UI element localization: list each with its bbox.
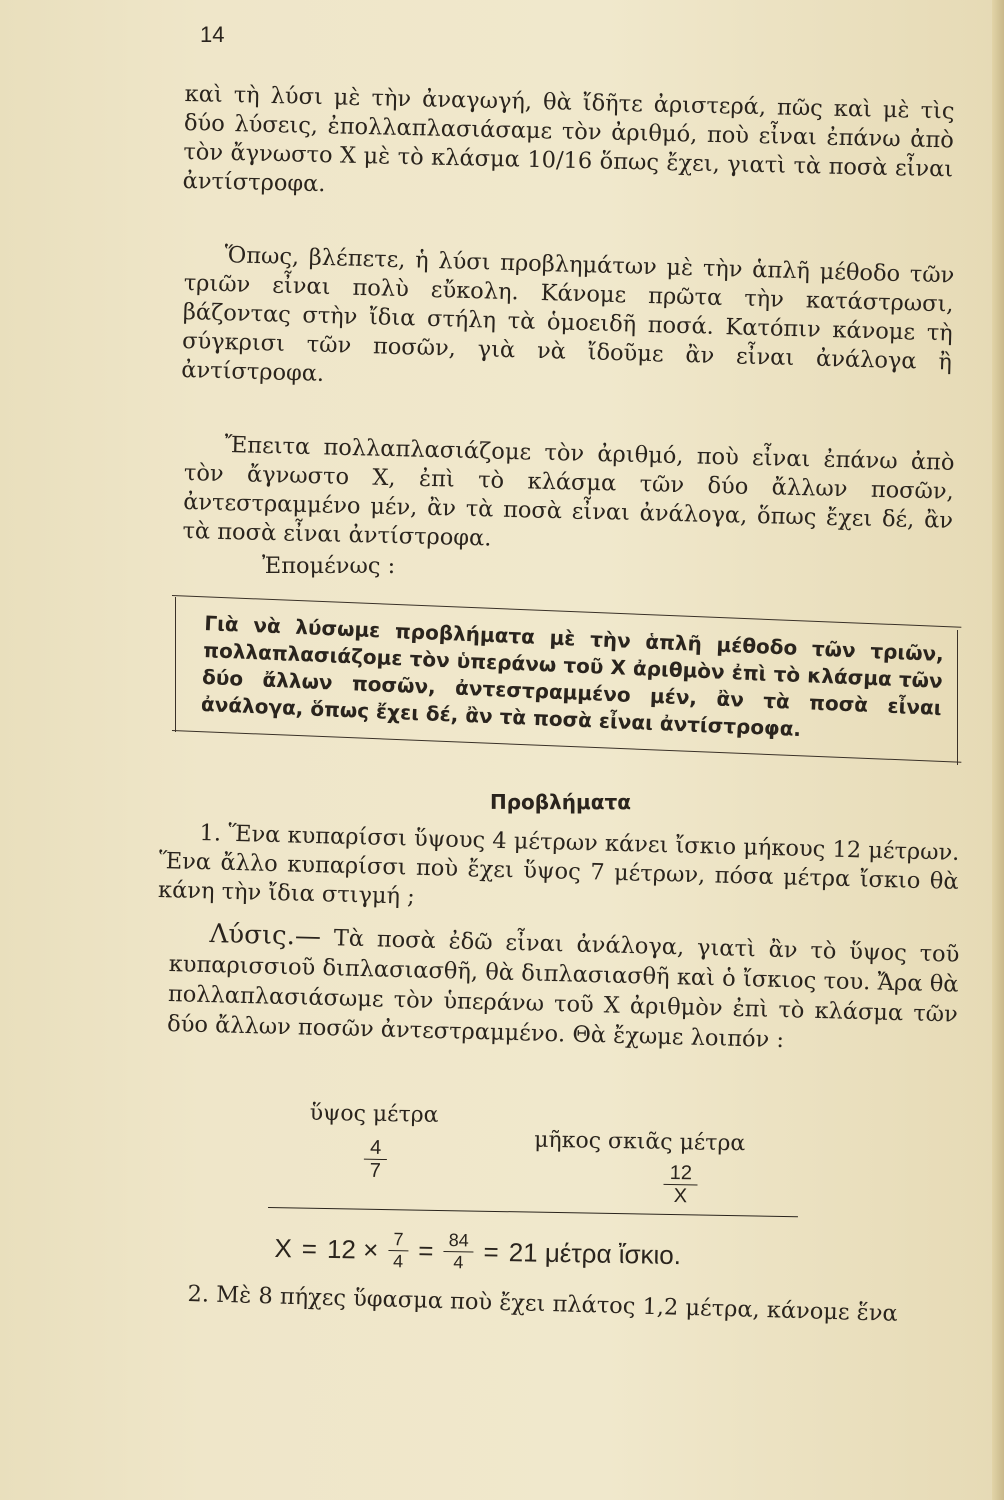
proportion-table bbox=[268, 1095, 800, 1224]
eq-f1-num: 7 bbox=[388, 1228, 408, 1250]
eq-sign-3: = bbox=[483, 1236, 499, 1267]
eq-sign-2: = bbox=[418, 1235, 434, 1266]
eq-fraction-2 bbox=[443, 1229, 474, 1273]
eq-f2-den: 4 bbox=[453, 1251, 464, 1272]
col2-fraction bbox=[663, 1162, 698, 1208]
solution-text: Τὰ ποσὰ ἐδῶ εἶναι ἀνάλογα, γιατὶ ἂν τὸ ὕψος τοῦ κυπαρισσιοῦ διπλασιασθῆ, θὰ διπλασιασθῆ καὶ ὁ ἴσκιος του. Ἄρα θὰ πολλαπλασιάσωμε τὸν ὑπεράνω τοῦ Χ ἀριθμὸν ἐπὶ τὸ κλάσμα τῶν δύο ἄλλων ποσῶν ἀντεστραμμένο. Θὰ ἔχωμε λοιπόν : bbox=[166, 924, 960, 1054]
col1-bottom: 7 bbox=[369, 1159, 382, 1182]
eq-term: 12 × bbox=[326, 1233, 379, 1265]
eq-lhs: X bbox=[274, 1232, 293, 1263]
col1-fraction bbox=[364, 1137, 388, 1182]
page-edge bbox=[992, 0, 1004, 1500]
rule-box-text: Γιὰ νὰ λύσωμε προβλήματα μὲ τὴν ἁπλῆ μέθοδο τῶν τριῶν, πολλαπλασιάζομε τὸν ὑπεράνω τοῦ Χ ἀριθμὸν ἐπὶ τὸ κλάσμα τῶν δύο ἄλλων ποσῶν, ἀντεστραμμένο μέν, ἂν τὰ ποσὰ εἶναι ἀνάλογα, ὅπως ἔχει δέ, ἂν τὰ ποσὰ εἶναι ἀντίστροφα. bbox=[200, 610, 945, 742]
col1-header: ὕψος μέτρα bbox=[309, 1100, 439, 1128]
problem-1: 1. Ἕνα κυπαρίσσι ὕψους 4 μέτρων κάνει ἴσκιο μήκους 12 μέτρων. Ἕνα ἄλλο κυπαρίσσι ποὺ ἔχει ὕψος 7 μέτρων, πόσα μέτρα ἴσκιο θὰ κάνη τὴν ἴδια στιγμή ; bbox=[157, 820, 960, 910]
equation bbox=[274, 1218, 682, 1285]
eq-f1-den: 4 bbox=[392, 1250, 404, 1271]
col1-top: 4 bbox=[364, 1137, 388, 1160]
col2-header: μῆκος σκιᾶς μέτρα bbox=[534, 1127, 746, 1157]
eq-fraction-1 bbox=[388, 1228, 409, 1271]
page-number: 14 bbox=[200, 22, 225, 47]
solution-heading: Λύσις.— bbox=[209, 919, 322, 952]
paragraph-4: Ἐπομένως : bbox=[262, 553, 396, 579]
rule-box-left-line bbox=[175, 597, 176, 732]
section-title: Προβλήματα bbox=[490, 790, 631, 814]
paragraph-3: Ἔπειτα πολλαπλασιάζομε τὸν ἀριθμό, ποὺ εἶναι ἐπάνω ἀπὸ τὸν ἄγνωστο Χ, ἐπὶ τὸ κλάσμα τῶν δύο ἄλλων ποσῶν, ἀντεστραμμένο μέν, ἂν τὰ ποσὰ εἶναι ἀνάλογα, ὅπως ἔχει δέ, ἂν τὰ ποσὰ εἶναι ἀντίστροφα. bbox=[182, 431, 955, 552]
eq-result: 21 μέτρα ἴσκιο. bbox=[508, 1236, 682, 1270]
eq-f2-num: 84 bbox=[444, 1229, 474, 1252]
paragraph-1: καὶ τὴ λύσι μὲ τὴν ἀναγωγή, θὰ ἴδῆτε ἀριστερά, πῶς καὶ μὲ τὶς δύο λύσεις, ἐπολλαπλασιάσαμε τὸν ἀριθμό, ποὺ εἶναι ἐπάνω ἀπὸ τὸν ἄγνωστο Χ μὲ τὸ κλάσμα 10/16 ὅπως ἔχει, γιατὶ τὰ ποσὰ εἶναι ἀντίστροφα. bbox=[182, 80, 955, 198]
problem-2: 2. Μὲ 8 πήχες ὕφασμα ποὺ ἔχει πλάτος 1,2 μέτρα, κάνομε ἕνα bbox=[187, 1280, 899, 1327]
eq-sign-1: = bbox=[301, 1232, 318, 1264]
table-rule bbox=[268, 1207, 798, 1217]
paragraph-2: Ὅπως, βλέπετε, ἡ λύσι προβλημάτων μὲ τὴν ἁπλῆ μέθοδο τῶν τριῶν εἶναι πολὺ εὔκολη. Κάνομε πρῶτα τὴν κατάστρωσι, βάζοντας στὴν ἴδια στήλη τὰ ὁμοειδῆ ποσά. Κατόπιν κάνομε τὴ σύγκρισι τῶν ποσῶν, γιὰ νὰ ἴδοῦμε ἂν εἶναι ἀνάλογα ἢ ἀντίστροφα. bbox=[181, 242, 955, 387]
solution bbox=[167, 918, 960, 1060]
col2-top: 12 bbox=[663, 1162, 698, 1186]
col2-bottom: X bbox=[673, 1185, 688, 1208]
rule-box-right-line bbox=[957, 630, 958, 765]
